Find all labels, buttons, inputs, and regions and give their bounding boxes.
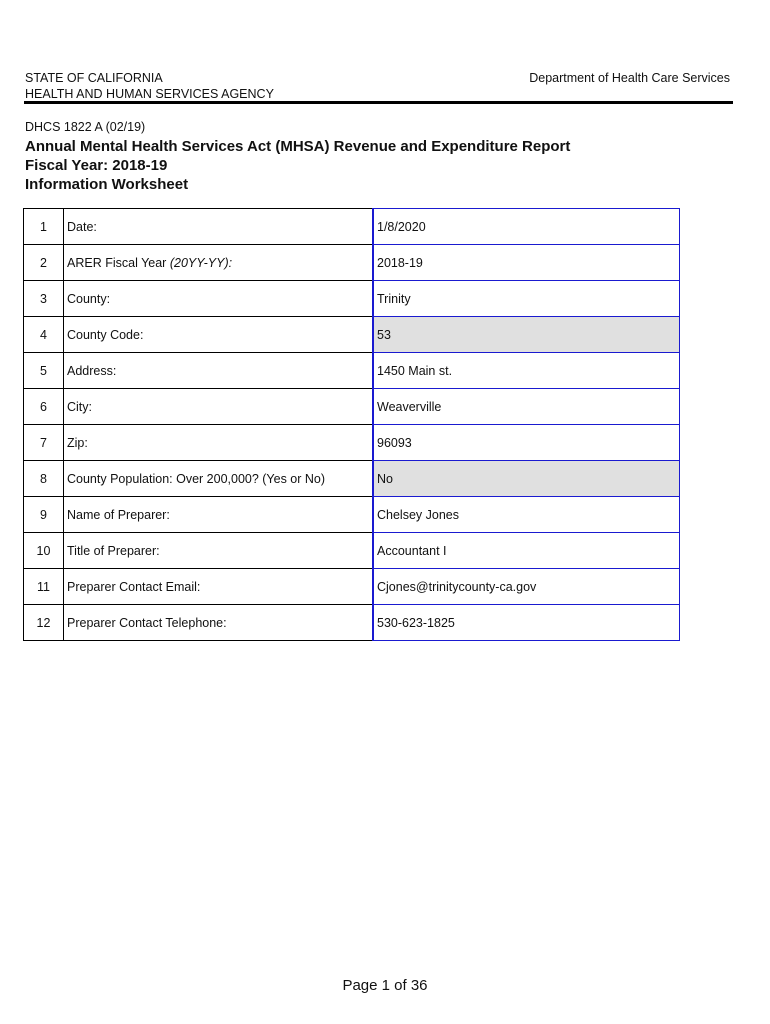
field-value[interactable]: 530-623-1825 xyxy=(373,605,680,641)
field-value[interactable]: Weaverville xyxy=(373,389,680,425)
field-label-text: County Code: xyxy=(67,327,144,342)
field-label xyxy=(64,209,374,245)
table-row xyxy=(24,317,680,353)
row-number: 8 xyxy=(24,461,64,497)
field-value[interactable]: Accountant I xyxy=(373,533,680,569)
table-row xyxy=(24,425,680,461)
report-title xyxy=(25,137,570,194)
information-table xyxy=(23,208,680,641)
field-label-hint: (20YY-YY): xyxy=(169,255,233,270)
field-label-text: Preparer Contact Email: xyxy=(67,579,201,594)
report-title-line2: Fiscal Year: 2018-19 xyxy=(25,157,168,174)
header-divider xyxy=(24,101,733,104)
state-line: STATE OF CALIFORNIA xyxy=(25,71,163,85)
field-label xyxy=(64,281,374,317)
field-value[interactable]: Cjones@trinitycounty-ca.gov xyxy=(373,569,680,605)
agency-header xyxy=(25,70,274,102)
row-number: 11 xyxy=(24,569,64,605)
field-label xyxy=(64,389,374,425)
row-number: 1 xyxy=(24,209,64,245)
field-value[interactable]: 1450 Main st. xyxy=(373,353,680,389)
field-label-text: County Population: Over 200,000? (Yes or No) xyxy=(67,471,326,486)
field-label-text: Preparer Contact Telephone: xyxy=(67,615,227,630)
page-number: Page 1 of 36 xyxy=(342,977,428,994)
field-label xyxy=(64,425,374,461)
row-number: 9 xyxy=(24,497,64,533)
field-label-text: Name of Preparer: xyxy=(67,507,170,522)
field-label xyxy=(64,317,374,353)
row-number: 10 xyxy=(24,533,64,569)
table-row xyxy=(24,353,680,389)
field-label xyxy=(64,245,374,281)
field-value[interactable]: 53 xyxy=(373,317,680,353)
row-number: 5 xyxy=(24,353,64,389)
table-row xyxy=(24,245,680,281)
report-title-line3: Information Worksheet xyxy=(25,176,189,193)
row-number: 6 xyxy=(24,389,64,425)
field-label xyxy=(64,533,374,569)
table-row xyxy=(24,281,680,317)
field-label-text: Zip: xyxy=(67,435,88,450)
table-row xyxy=(24,497,680,533)
table-row xyxy=(24,569,680,605)
report-title-line1: Annual Mental Health Services Act (MHSA) Revenue and Expenditure Report xyxy=(25,138,571,155)
field-label-text: Date: xyxy=(67,219,97,234)
field-label-text: Address: xyxy=(67,363,117,378)
field-value[interactable]: 1/8/2020 xyxy=(373,209,680,245)
row-number: 12 xyxy=(24,605,64,641)
field-label-text: Title of Preparer: xyxy=(67,543,160,558)
field-label-text: County: xyxy=(67,291,111,306)
field-label-text: ARER Fiscal Year xyxy=(67,255,170,270)
row-number: 4 xyxy=(24,317,64,353)
field-value[interactable]: Chelsey Jones xyxy=(373,497,680,533)
agency-line: HEALTH AND HUMAN SERVICES AGENCY xyxy=(25,87,274,101)
department-header: Department of Health Care Services xyxy=(529,71,730,85)
table-row xyxy=(24,533,680,569)
field-label xyxy=(64,569,374,605)
table-row xyxy=(24,389,680,425)
row-number: 7 xyxy=(24,425,64,461)
field-label-text: City: xyxy=(67,399,92,414)
field-value[interactable]: 96093 xyxy=(373,425,680,461)
table-row xyxy=(24,605,680,641)
field-label xyxy=(64,497,374,533)
field-label xyxy=(64,605,374,641)
form-id: DHCS 1822 A (02/19) xyxy=(25,120,146,134)
field-value[interactable]: Trinity xyxy=(373,281,680,317)
table-row xyxy=(24,209,680,245)
table-row xyxy=(24,461,680,497)
field-value[interactable]: No xyxy=(373,461,680,497)
row-number: 2 xyxy=(24,245,64,281)
field-label xyxy=(64,353,374,389)
field-value[interactable]: 2018-19 xyxy=(373,245,680,281)
field-label xyxy=(64,461,374,497)
row-number: 3 xyxy=(24,281,64,317)
